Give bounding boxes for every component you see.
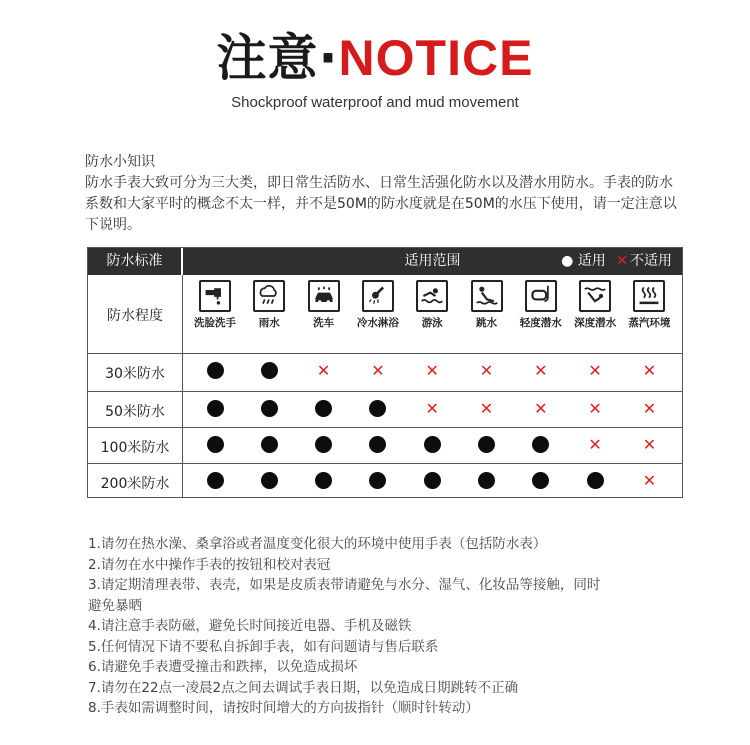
care-notes	[88, 534, 688, 719]
unsuitable-cross	[622, 472, 676, 490]
notice-title	[0, 28, 750, 88]
cross-icon: ✕	[316, 361, 331, 380]
waterproof-table	[87, 247, 683, 498]
suitable-dot-icon	[532, 472, 549, 489]
cross-icon: ✕	[534, 399, 548, 418]
row-divider	[88, 353, 682, 354]
unsuitable-cross	[460, 400, 514, 418]
cross-icon: ✕	[479, 399, 494, 418]
unsuitable-cross	[297, 362, 351, 380]
suitable-dot-icon	[207, 400, 224, 417]
activity-snorkel-mask	[514, 280, 568, 330]
suitable-dot	[351, 472, 405, 493]
suitable-dot	[568, 472, 622, 493]
suitable-dot	[188, 472, 242, 493]
suitable-dot	[188, 362, 242, 383]
activity-label: 冷水淋浴	[356, 317, 399, 329]
unsuitable-cross	[351, 362, 405, 380]
cross-icon: ✕	[479, 361, 494, 380]
row-divider	[88, 391, 682, 392]
suitable-dot	[460, 436, 514, 457]
title-chinese: 注意	[216, 29, 319, 87]
legend-ok-symbol: ●	[561, 253, 574, 269]
header-standard: 防水标准	[88, 248, 183, 275]
steam-icon	[633, 280, 665, 312]
note-item: 7.请勿在22点一凌晨2点之间去调试手表日期，以免造成日期跳转不正确	[88, 679, 519, 696]
rating-row-label: 200米防水	[100, 476, 170, 492]
cross-icon: ✕	[642, 399, 657, 418]
note-item: 3.请定期清理表带、表壳，如果是皮质表带请避免与水分、湿气、化妆品等接触，同时	[88, 577, 601, 593]
unsuitable-cross	[514, 400, 568, 418]
cross-icon: ✕	[425, 361, 439, 380]
activity-label: 蒸汽环境	[628, 317, 671, 329]
shower-icon	[362, 280, 394, 312]
activity-label: 轻度潜水	[519, 317, 562, 329]
suitable-dot-icon	[369, 436, 386, 453]
unsuitable-cross	[405, 362, 459, 380]
legend-no-symbol: ✕	[616, 253, 628, 269]
unsuitable-cross	[622, 400, 676, 418]
activity-swimming	[405, 280, 459, 330]
activity-label: 跳水	[476, 317, 497, 329]
suitable-dot	[188, 436, 242, 457]
rating-row-label: 50米防水	[105, 404, 165, 420]
suitable-dot	[242, 362, 296, 383]
waterproof-intro	[85, 152, 685, 236]
suitable-dot-icon	[261, 400, 278, 417]
activity-rain	[242, 280, 296, 330]
unsuitable-cross	[622, 436, 676, 454]
activity-deep-dive	[568, 280, 622, 330]
suitable-dot	[351, 400, 405, 421]
swimming-icon	[416, 280, 448, 312]
deep-dive-icon	[579, 280, 611, 312]
activity-diving	[460, 280, 514, 330]
note-item: 6.请避免手表遭受撞击和跌摔，以免造成损坏	[88, 659, 358, 675]
suitable-dot-icon	[587, 472, 604, 489]
activity-car-wash	[297, 280, 351, 330]
intro-body: 防水手表大致可分为三大类，即日常生活防水、日常生活强化防水以及潜水用防水。手表的防水系数和大家平时的概念不太一样，并不是50M的防水度就是在50M的水压下使用，请一定注意以下说明。	[85, 175, 677, 233]
suitable-dot	[188, 400, 242, 421]
unsuitable-cross	[568, 362, 622, 380]
suitable-dot-icon	[478, 472, 495, 489]
legend-ok-label: 适用	[577, 253, 606, 269]
suitable-dot	[297, 400, 351, 421]
suitable-dot-icon	[207, 362, 224, 379]
cross-icon: ✕	[425, 399, 439, 418]
unsuitable-cross	[405, 400, 459, 418]
suitable-dot	[242, 400, 296, 421]
activity-label: 深度潜水	[574, 317, 617, 329]
suitable-dot-icon	[424, 472, 441, 489]
activity-label: 游泳	[421, 317, 443, 329]
note-item: 2.请勿在水中操作手表的按钮和校对表冠	[88, 556, 331, 573]
cross-icon: ✕	[642, 361, 657, 380]
note-item: 1.请勿在热水澡、桑拿浴或者温度变化很大的环境中使用手表（包括防水表）	[88, 536, 547, 552]
table-legend	[561, 248, 672, 275]
rain-icon	[253, 280, 285, 312]
suitable-dot-icon	[478, 436, 495, 453]
activity-label: 洗车	[313, 317, 335, 329]
suitable-dot	[514, 472, 568, 493]
suitable-dot-icon	[207, 472, 224, 489]
row-divider	[88, 463, 682, 464]
legend-no-label: 不适用	[630, 253, 672, 269]
activity-faucet	[188, 280, 242, 330]
unsuitable-cross	[622, 362, 676, 380]
icon-row-label: 防水程度	[107, 308, 163, 324]
diving-icon	[471, 280, 503, 312]
cross-icon: ✕	[588, 399, 602, 418]
cross-icon: ✕	[642, 471, 657, 490]
row-divider	[88, 427, 682, 428]
activity-shower	[351, 280, 405, 330]
suitable-dot-icon	[369, 400, 386, 417]
activity-label: 雨水	[258, 317, 280, 329]
cross-icon: ✕	[371, 361, 385, 380]
unsuitable-cross	[568, 436, 622, 454]
suitable-dot-icon	[424, 436, 441, 453]
suitable-dot	[460, 472, 514, 493]
snorkel-mask-icon	[525, 280, 557, 312]
suitable-dot	[514, 436, 568, 457]
suitable-dot	[242, 436, 296, 457]
suitable-dot-icon	[261, 436, 278, 453]
car-wash-icon	[308, 280, 340, 312]
unsuitable-cross	[568, 400, 622, 418]
rating-row-label: 100米防水	[100, 440, 170, 456]
suitable-dot-icon	[315, 436, 332, 453]
faucet-icon	[199, 280, 231, 312]
note-item: 4.请注意手表防磁，避免长时间接近电器、手机及磁铁	[88, 618, 412, 634]
title-english: NOTICE	[338, 30, 534, 86]
activity-label: 洗脸洗手	[194, 317, 236, 329]
rating-row-label: 30米防水	[105, 366, 165, 382]
unsuitable-cross	[460, 362, 514, 380]
suitable-dot-icon	[369, 472, 386, 489]
suitable-dot	[297, 436, 351, 457]
suitable-dot	[297, 472, 351, 493]
cross-icon: ✕	[642, 435, 657, 454]
suitable-dot	[351, 436, 405, 457]
cross-icon: ✕	[534, 361, 548, 380]
intro-heading: 防水小知识	[85, 154, 155, 170]
suitable-dot-icon	[261, 362, 278, 379]
suitable-dot-icon	[315, 472, 332, 489]
note-item: 8.手表如需调整时间，请按时间增大的方向拔指针（顺时针转动）	[88, 700, 479, 716]
note-item: 5.任何情况下请不要私自拆卸手表，如有问题请与售后联系	[88, 638, 439, 655]
table-header-row	[88, 248, 682, 275]
cross-icon: ✕	[588, 361, 602, 380]
note-item: 避免暴晒	[88, 597, 142, 614]
suitable-dot-icon	[532, 436, 549, 453]
suitable-dot	[405, 436, 459, 457]
suitable-dot-icon	[207, 436, 224, 453]
suitable-dot	[405, 472, 459, 493]
unsuitable-cross	[514, 362, 568, 380]
title-separator: ·	[318, 29, 339, 87]
cross-icon: ✕	[588, 435, 602, 454]
suitable-dot-icon	[315, 400, 332, 417]
notice-header	[0, 28, 750, 111]
notice-subtitle: Shockproof waterproof and mud movement	[231, 94, 519, 111]
activity-steam	[622, 280, 676, 330]
header-scope: 适用范围	[404, 253, 461, 269]
suitable-dot	[242, 472, 296, 493]
suitable-dot-icon	[261, 472, 278, 489]
